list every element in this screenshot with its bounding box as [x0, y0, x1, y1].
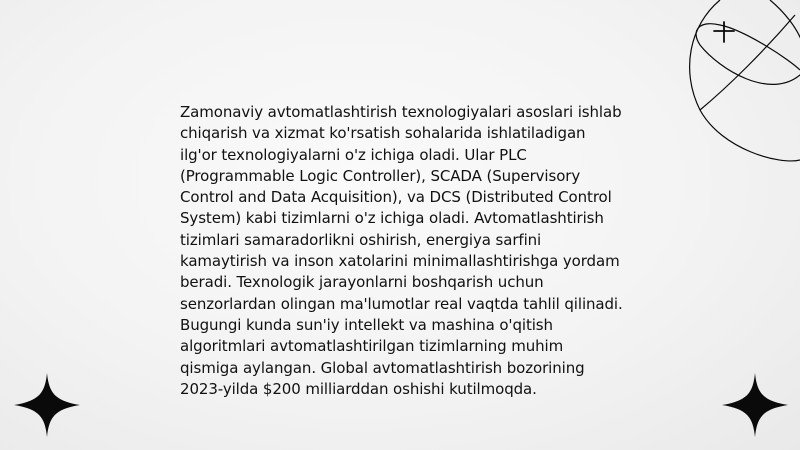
small-star-icon [714, 22, 734, 42]
orbit-diagonal [700, 15, 795, 110]
body-text: Zamonaviy avtomatlashtirish texnologiyalari asoslari ishlab chiqarish va xizmat ko'rsatish sohalarida ishlatiladigan ilg'or texnologiyalarni o'z ichiga oladi. Ular PLC (Programmable Logic Controller), SCADA (Supervisory Control and Data Acquisition), va DCS (Distributed Control System) kabi tizimlarni o'z ichiga oladi. Avtomatlashtirish tizimlari samaradorlikni oshirish, energiya sarfini kamaytirish va inson xatolarini minimallashtirishga yordam beradi. Texnologik jarayonlarni boshqarish uchun senzorlardan olingan ma'lumotlar real vaqtda tahlil qilinadi. Bugungi kunda sun'iy intellekt va mashina o'qitish algoritmlari avtomatlashtirilgan tizimlarning muhim qismiga aylangan. Global avtomatlashtirish bozorining 2023-yilda $200 milliarddan oshishi kutilmoqda. [180, 103, 623, 398]
star-right-icon [722, 373, 788, 437]
orbit-arc-inner [696, 0, 800, 84]
star-left-icon [14, 373, 80, 437]
